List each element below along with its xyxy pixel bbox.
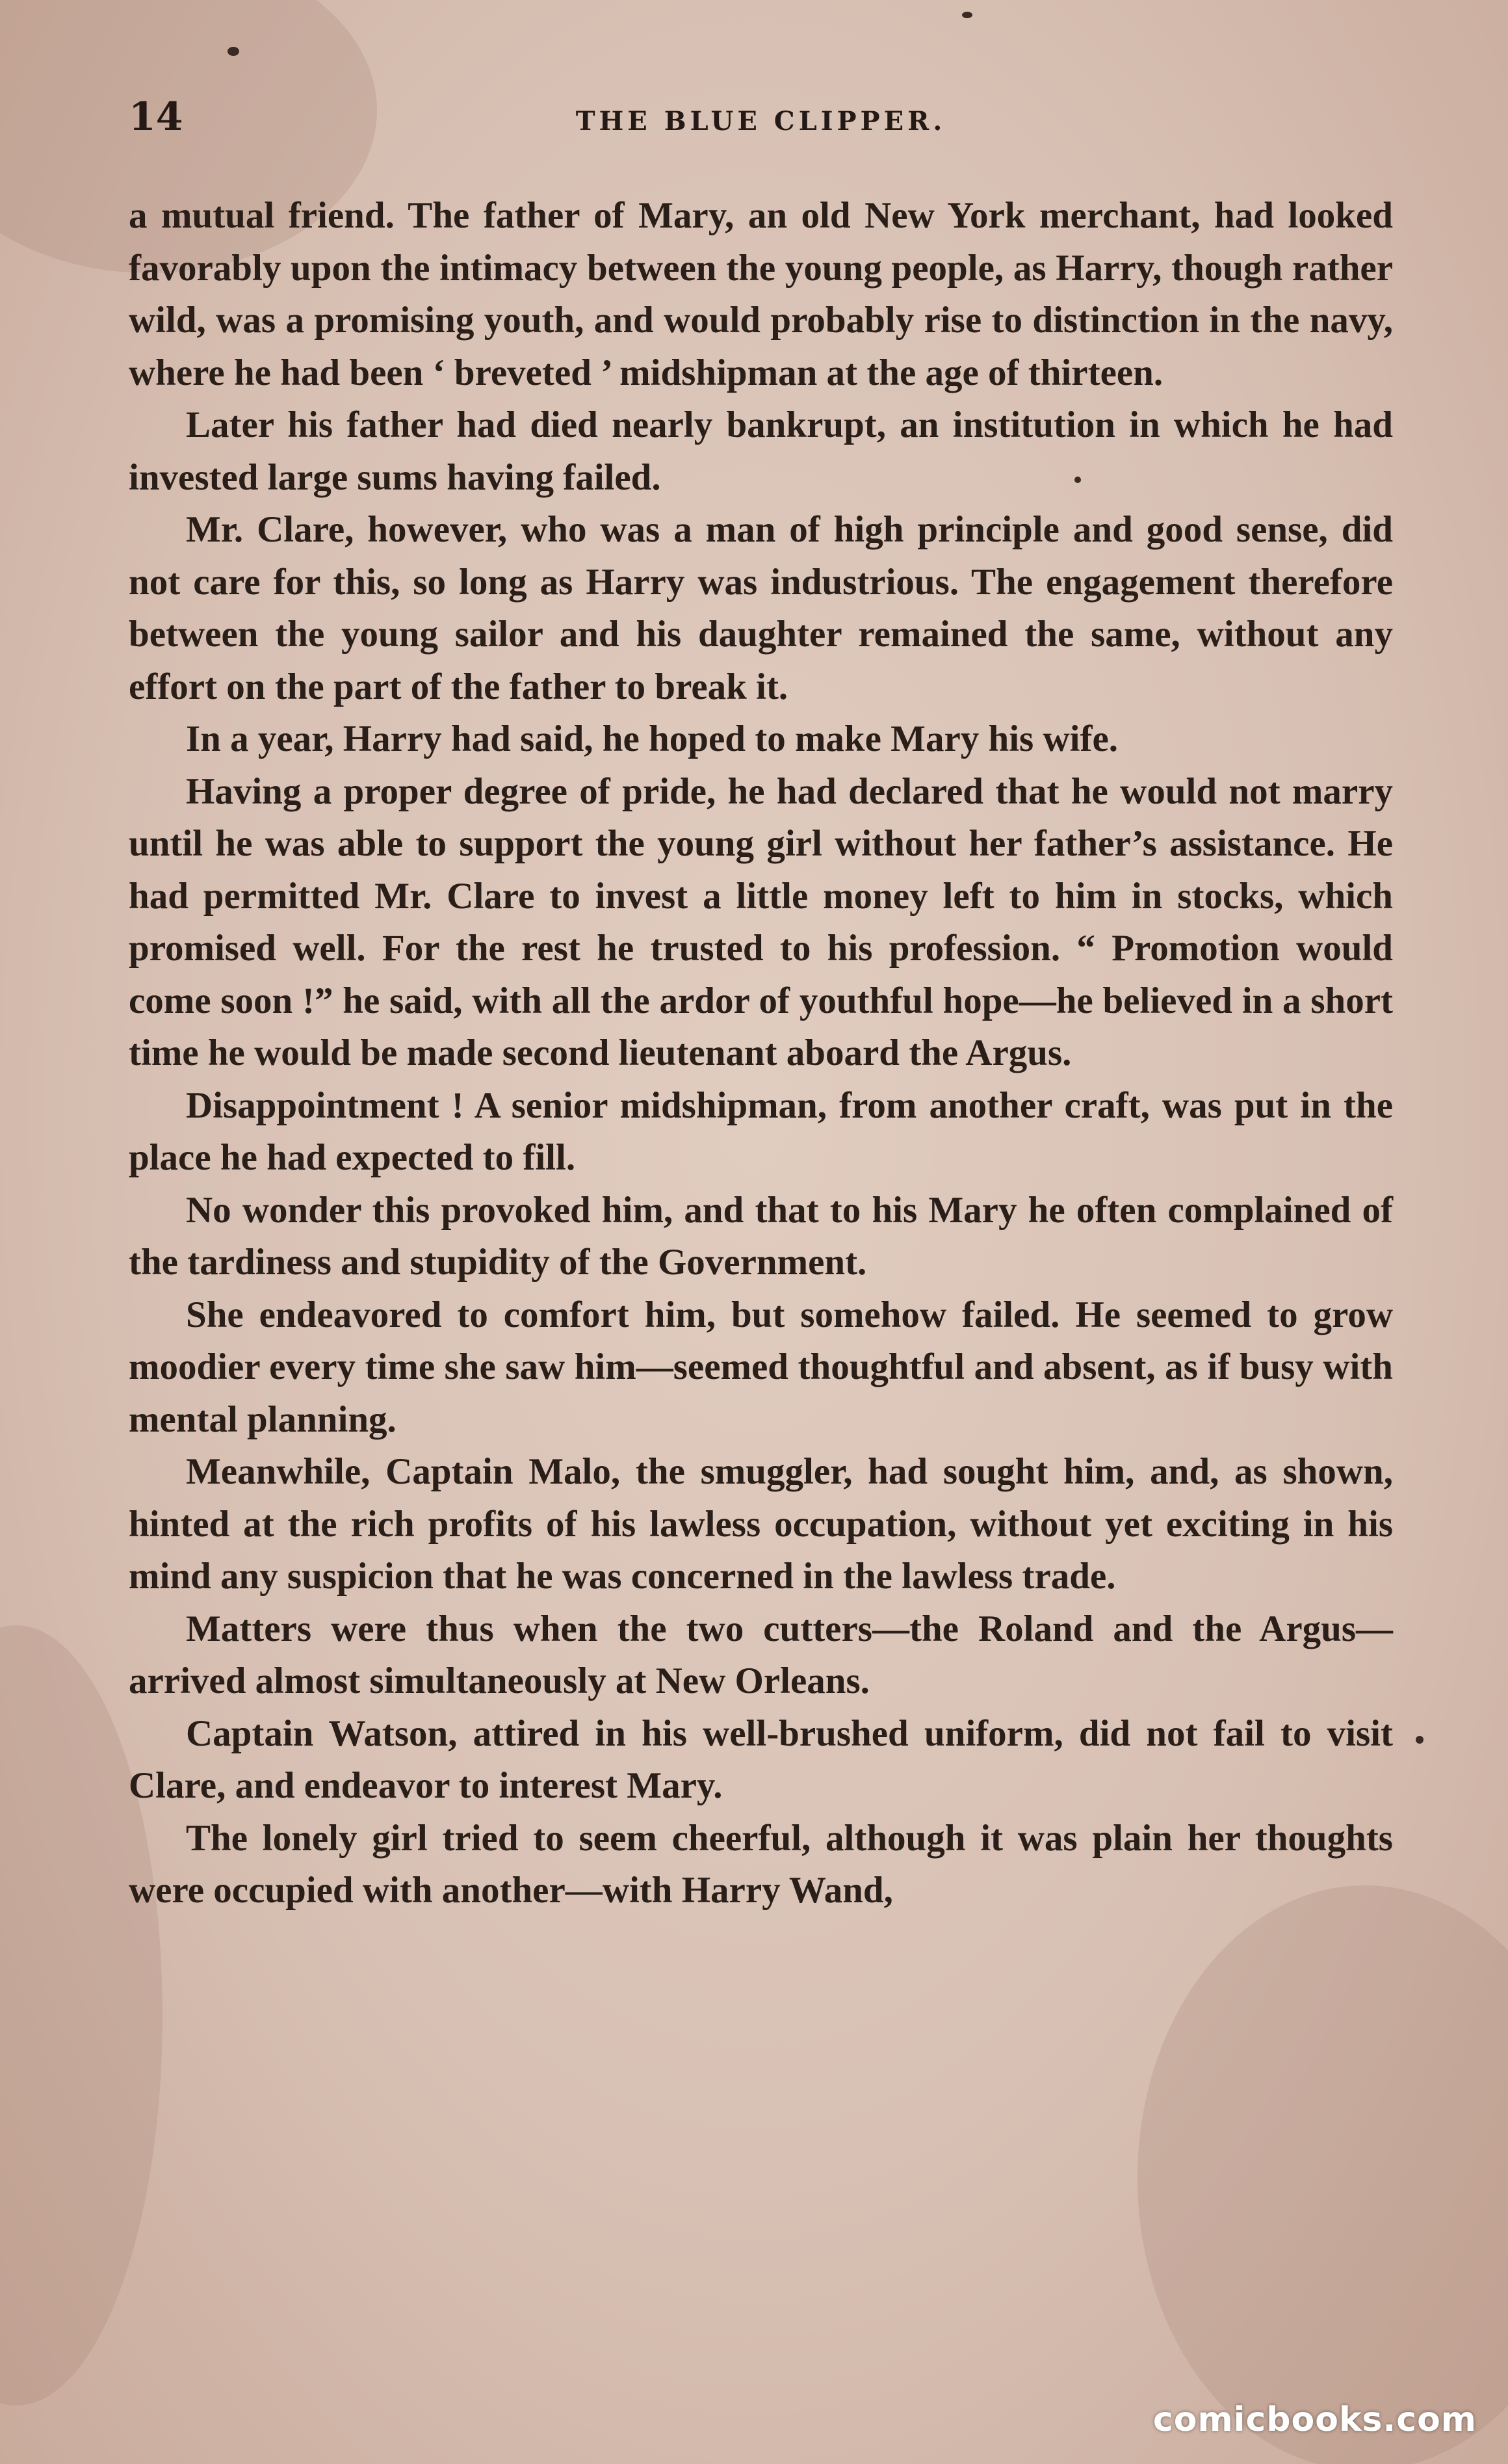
ink-speck bbox=[228, 47, 239, 56]
ink-speck bbox=[1416, 1736, 1424, 1744]
paragraph: a mutual friend. The father of Mary, an old New York merchant, had looked favorably upon the intimacy between the young people, as Harry, though rather wild, was a promising youth, and would probably rise to distinction in the navy, where he had been ‘ breveted ’ midshipman at the age of thirteen. bbox=[129, 195, 1393, 393]
page-header bbox=[129, 94, 1393, 146]
watermark: comicbooks.com bbox=[1152, 2400, 1477, 2439]
paragraph: She endeavored to comfort him, but somehow failed. He seemed to grow moodier every time she saw him—seemed thoughtful and absent, as if busy with mental planning. bbox=[129, 1294, 1393, 1440]
paper-stain bbox=[1138, 1885, 1508, 2464]
paragraph: Later his father had died nearly bankrupt, an institution in which he had invested large sums having failed. bbox=[129, 404, 1393, 498]
running-title: THE BLUE CLIPPER. bbox=[575, 106, 946, 137]
paragraph: Disappointment ! A senior midshipman, from another craft, was put in the place he had expected to fill. bbox=[129, 1084, 1393, 1178]
paragraph: No wonder this provoked him, and that to his Mary he often complained of the tardiness and stupidity of the Government. bbox=[129, 1189, 1393, 1283]
body-text bbox=[129, 190, 1393, 1917]
paragraph: In a year, Harry had said, he hoped to make Mary his wife. bbox=[186, 718, 1119, 759]
paragraph: The lonely girl tried to seem cheerful, although it was plain her thoughts were occupied with another—with Harry Wand, bbox=[129, 1817, 1393, 1911]
paragraph: Captain Watson, attired in his well-brushed uniform, did not fail to visit Clare, and endeavor to interest Mary. bbox=[129, 1712, 1393, 1806]
paragraph: Having a proper degree of pride, he had declared that he would not marry until he was able to support the young girl without her father’s assistance. He had permitted Mr. Clare to invest a little money left to him in stocks, which promised well. For the rest he trusted to his profession. “ Promotion would come soon !” he said, with all the ardor of youthful hope—he believed in a short time he would be made second lieutenant aboard the Argus. bbox=[129, 770, 1393, 1073]
paragraph: Meanwhile, Captain Malo, the smuggler, had sought him, and, as shown, hinted at the rich profits of his lawless occupation, without yet exciting in his mind any suspicion that he was concerned in the lawless trade. bbox=[129, 1451, 1393, 1597]
paragraph: Matters were thus when the two cutters—the Roland and the Argus—arrived almost simultaneously at New Orleans. bbox=[129, 1608, 1393, 1701]
page-number: 14 bbox=[129, 94, 183, 140]
ink-speck bbox=[962, 12, 972, 18]
paragraph: Mr. Clare, however, who was a man of high principle and good sense, did not care for this, so long as Harry was industrious. The engagement therefore between the young sailor and his daughter remained the same, without any effort on the part of the father to break it. bbox=[129, 509, 1393, 707]
